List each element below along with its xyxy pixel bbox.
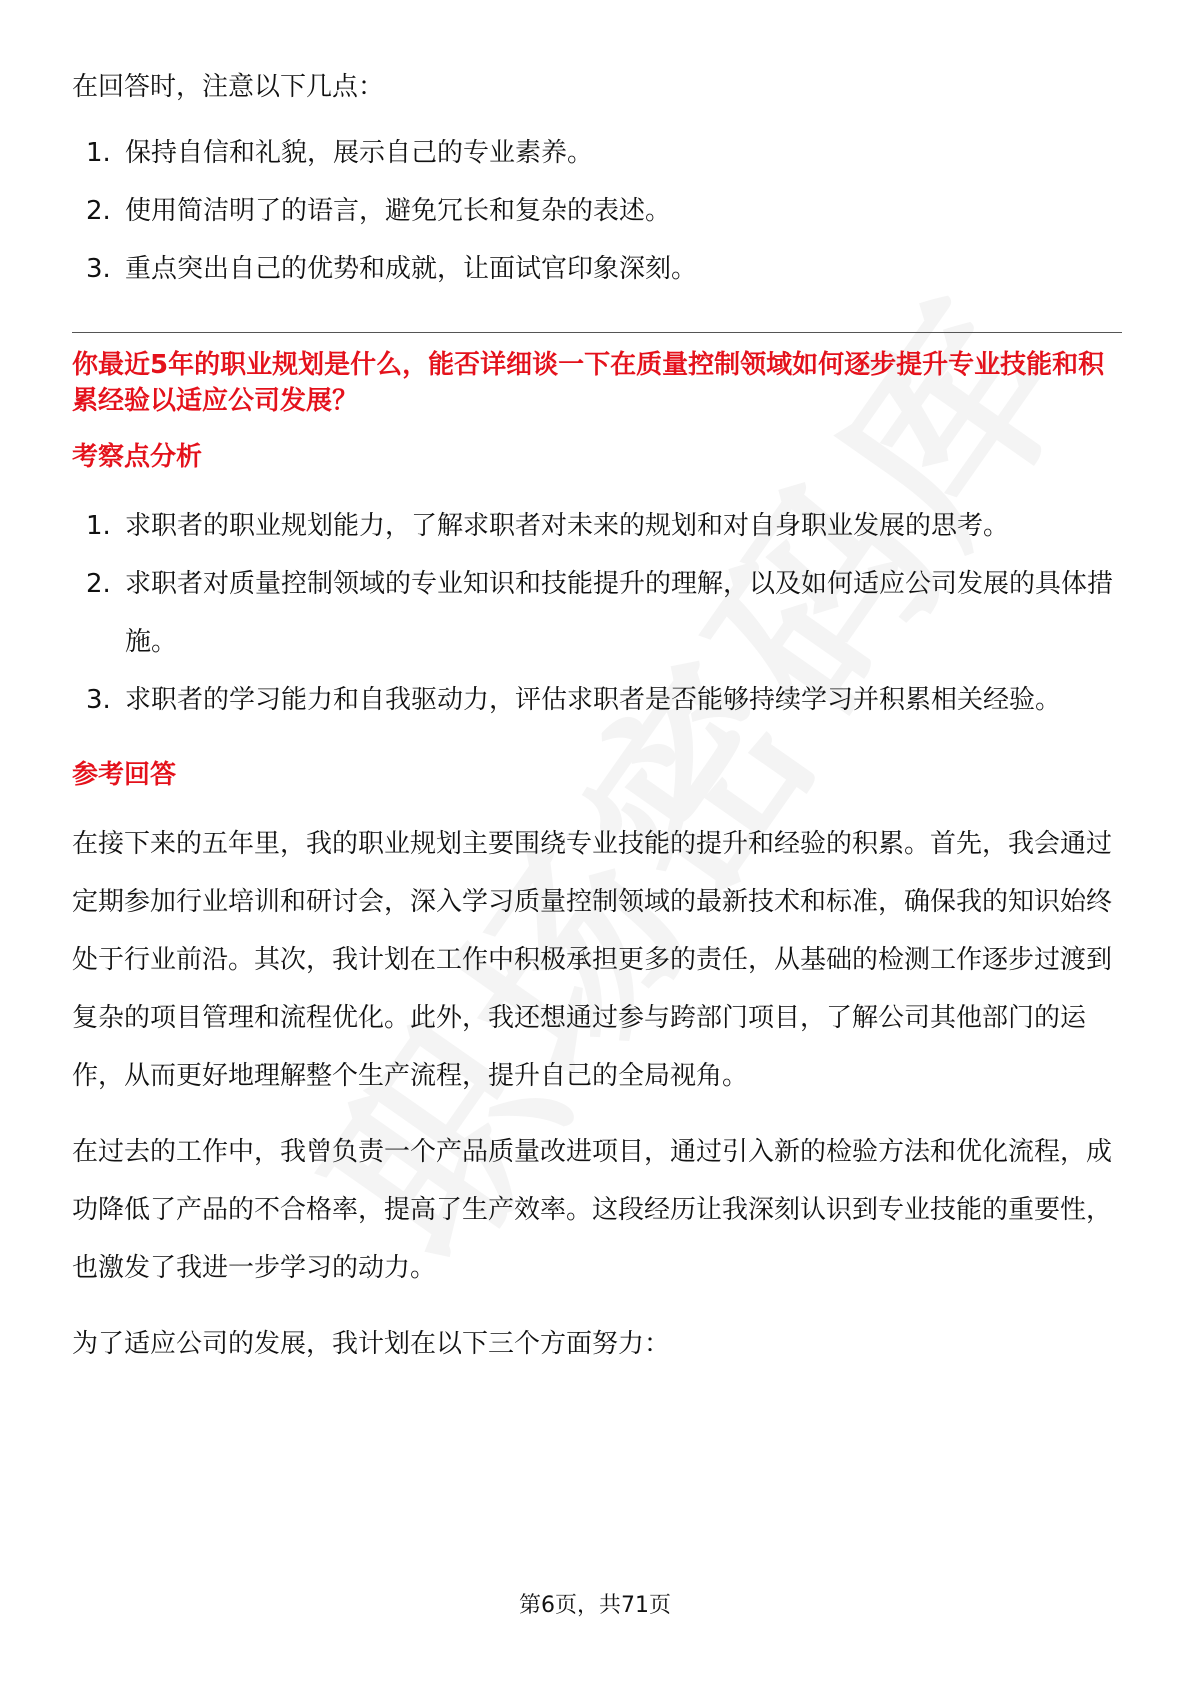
list-item: 3. 重点突出自己的优势和成就，让面试官印象深刻。	[86, 254, 698, 284]
answer-paragraph: 为了适应公司的发展，我计划在以下三个方面努力：	[72, 1329, 671, 1359]
analysis-heading: 考察点分析	[72, 442, 203, 472]
answer-paragraph: 在接下来的五年里，我的职业规划主要围绕专业技能的提升和经验的积累。首先，我会通过定期参加行业培训和研讨会，深入学习质量控制领域的最新技术和标准，确保我的知识始终处于行业前沿。其次，我计划在工作中积极承担更多的责任，从基础的检测工作逐步过渡到复杂的项目管理和流程优化。此外，我还想通过参与跨部门项目，了解公司其他部门的运作，从而更好地理解整个生产流程，提升自己的全局视角。	[72, 829, 1113, 1091]
tips-list	[72, 124, 1122, 298]
list-item: 1. 求职者的职业规划能力，了解求职者对未来的规划和对自身职业发展的思考。	[86, 511, 1010, 541]
page-content	[72, 58, 1122, 1391]
page-footer: 第6页，共71页	[519, 1593, 671, 1618]
interview-question: 你最近5年的职业规划是什么，能否详细谈一下在质量控制领域如何逐步提升专业技能和积累经验以适应公司发展？	[72, 350, 1105, 416]
list-item: 1. 保持自信和礼貌，展示自己的专业素养。	[86, 138, 594, 168]
answer-paragraph: 在过去的工作中，我曾负责一个产品质量改进项目，通过引入新的检验方法和优化流程，成功降低了产品的不合格率，提高了生产效率。这段经历让我深刻认识到专业技能的重要性，也激发了我进一步学习的动力。	[72, 1137, 1113, 1283]
list-item: 2. 使用简洁明了的语言，避免冗长和复杂的表述。	[86, 196, 672, 226]
answer-heading: 参考回答	[72, 760, 177, 790]
intro-text: 在回答时，注意以下几点：	[72, 72, 385, 102]
list-item: 2. 求职者对质量控制领域的专业知识和技能提升的理解，以及如何适应公司发展的具体措施。	[86, 569, 1114, 657]
section-divider	[72, 332, 1122, 333]
list-item: 3. 求职者的学习能力和自我驱动力，评估求职者是否能够持续学习并积累相关经验。	[86, 685, 1062, 715]
analysis-list	[72, 497, 1122, 729]
